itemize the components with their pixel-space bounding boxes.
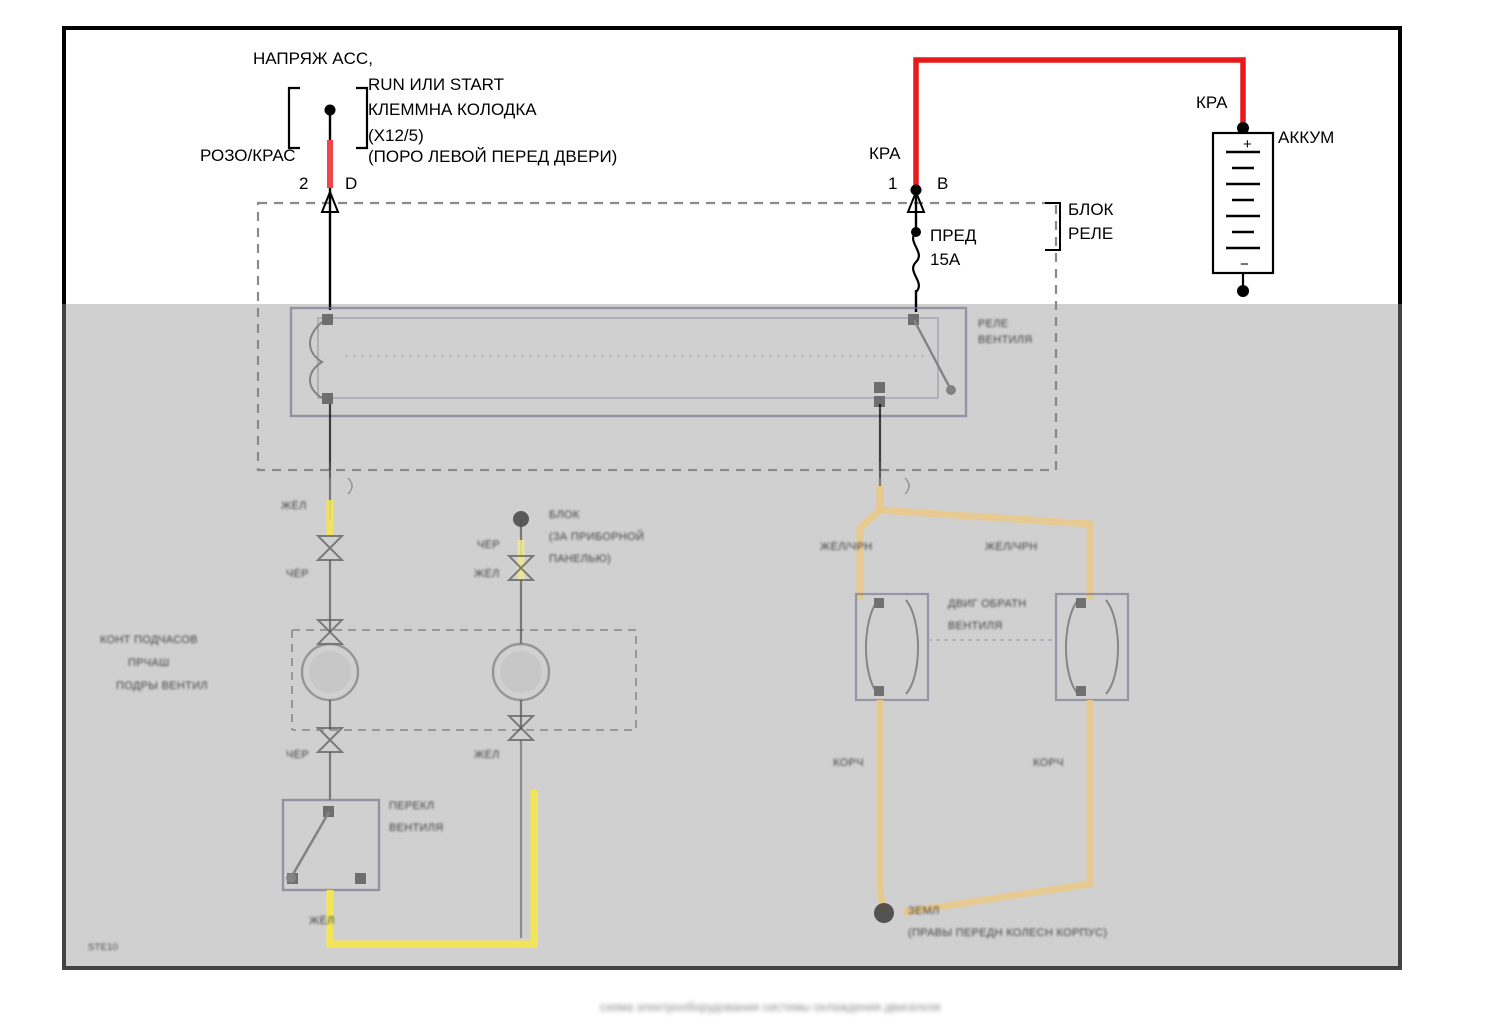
- label-battery: АККУМ: [1278, 128, 1335, 147]
- label-ground-right-line2: (ПРАВЫ ПЕРЕДН КОЛЕСН КОРПУС): [908, 927, 1108, 939]
- label-motor-line1: ДВИГ ОБРАТН: [948, 598, 1027, 610]
- label-wire-right-top-left: ЖЁЛ/ЧРН: [820, 541, 873, 553]
- label-battery-plus: +: [1243, 136, 1252, 153]
- label-relay-right-line1: РЕЛЕ: [978, 318, 1009, 330]
- fan-relay-symbol: [291, 308, 966, 416]
- label-ground-mid-line3: ПАНЕЛЬЮ): [549, 553, 612, 565]
- label-terminal-block-line1: КЛЕММНА КОЛОДКА: [368, 100, 537, 119]
- label-motor-line2: ВЕНТИЛЯ: [948, 620, 1003, 632]
- label-acc-voltage-line1: НАПРЯЖ ACC,: [253, 49, 373, 68]
- middle-branch-wires: [493, 511, 549, 938]
- pin-2-connector: [322, 188, 338, 310]
- label-relay-low-line1: ПЕРЕКЛ: [389, 800, 435, 812]
- fan-switch-box: [283, 800, 379, 890]
- label-ground-mid-line2: (ЗА ПРИБОРНОЙ: [549, 531, 645, 543]
- lower-yellow-wire: [330, 790, 534, 944]
- label-left-block-line1: КОНТ ПОДЧАСОВ: [100, 634, 198, 646]
- wire-red-battery: [916, 60, 1243, 190]
- label-left-block-line3: ПОДРЫ ВЕНТИЛ: [116, 680, 208, 692]
- label-wire-mid-yellow: ЖЁЛ: [474, 568, 500, 580]
- label-terminal-block-line3: (ПОРО ЛЕВОЙ ПЕРЕД ДВЕРИ): [368, 147, 618, 166]
- label-wire-mid-black: ЧЁР: [477, 539, 500, 551]
- label-wire-left-white: ЧЁР: [286, 568, 309, 580]
- label-pin-2: 2: [299, 174, 309, 193]
- acc-terminal-bracket: [289, 76, 367, 148]
- label-wire-left-yellow: ЖЁЛ: [281, 500, 307, 512]
- label-wire-red-right: КРА: [1196, 93, 1228, 112]
- label-pin-1: 1: [888, 174, 898, 193]
- label-wire-low-yellow: ЖЁЛ: [309, 915, 335, 927]
- label-terminal-block-line2: (X12/5): [368, 126, 424, 145]
- label-pin-d: D: [345, 174, 358, 193]
- pin-1-connector: [908, 185, 924, 313]
- label-ground-mid-line1: БЛОК: [549, 509, 580, 521]
- right-branch-wires: [856, 470, 1128, 923]
- label-wire-mid-low-yellow: ЖЁЛ: [474, 749, 500, 761]
- label-fuse-line1: ПРЕД: [930, 226, 977, 245]
- label-battery-minus: −: [1240, 256, 1249, 273]
- label-fuse-line2: 15A: [930, 250, 961, 269]
- label-relay-right-line2: ВЕНТИЛЯ: [978, 334, 1033, 346]
- label-relay-block-line2: РЕЛЕ: [1068, 224, 1114, 243]
- label-diagram-code: STE10: [88, 942, 119, 953]
- label-pin-b: B: [937, 174, 949, 193]
- label-wire-right-low-right: КОРЧ: [1033, 757, 1064, 769]
- label-ground-right-line1: ЗЕМЛ: [908, 905, 940, 917]
- relay-output-lines: [330, 404, 909, 494]
- left-branch-wires: [292, 470, 636, 800]
- label-wire-right-top-right: ЖЁЛ/ЧРН: [985, 541, 1038, 553]
- label-wire-pink-red: РОЗО/КРАС: [200, 146, 296, 165]
- label-relay-low-line2: ВЕНТИЛЯ: [389, 822, 444, 834]
- label-wire-left-low-white: ЧЁР: [286, 749, 309, 761]
- label-wire-red-left: КРА: [869, 144, 901, 163]
- label-wire-right-low-left: КОРЧ: [833, 757, 864, 769]
- label-acc-voltage-line2: RUN ИЛИ START: [368, 75, 505, 94]
- bottom-caption: схема электрооборудования системы охлаждения двигателя: [599, 1000, 941, 1014]
- label-left-block-line2: ПРЧАШ: [128, 657, 170, 669]
- label-relay-block-line1: БЛОК: [1068, 200, 1114, 219]
